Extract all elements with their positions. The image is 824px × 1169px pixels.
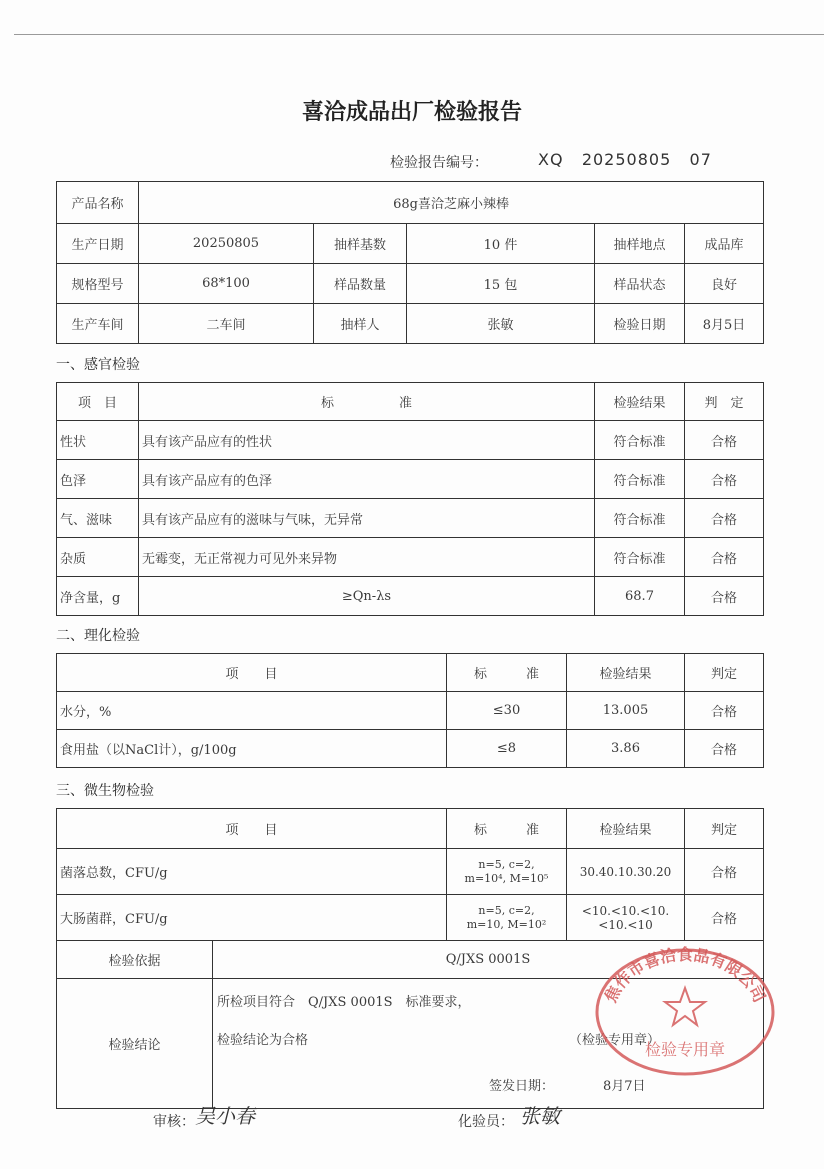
micro-header-result: 检验结果 — [567, 809, 685, 849]
micro-verdict: 合格 — [685, 895, 764, 941]
sensory-header-item: 项 目 — [57, 383, 139, 421]
sensory-verdict: 合格 — [685, 421, 764, 460]
info-table — [56, 181, 764, 344]
micro-header-standard: 标 准 — [447, 809, 567, 849]
stamp-note: （检验专用章） — [569, 1033, 661, 1048]
workshop-label: 生产车间 — [57, 304, 139, 344]
report-number-value: XQ 20250805 07 — [538, 150, 712, 169]
conclusion-label: 检验结论 — [57, 979, 213, 1109]
sensory-standard: 具有该产品应有的滋味与气味，无异常 — [139, 499, 595, 538]
table-row — [57, 730, 764, 768]
micro-item: 菌落总数，CFU/g — [57, 849, 447, 895]
physchem-verdict: 合格 — [685, 730, 764, 768]
micro-table — [56, 808, 764, 941]
sample-place-label: 抽样地点 — [595, 224, 685, 264]
sensory-result: 符合标准 — [595, 460, 685, 499]
sample-qty: 15 包 — [407, 264, 595, 304]
sensory-result: 符合标准 — [595, 421, 685, 460]
sensory-verdict: 合格 — [685, 499, 764, 538]
sample-state: 良好 — [685, 264, 764, 304]
prod-date-label: 生产日期 — [57, 224, 139, 264]
report-number — [390, 150, 712, 172]
issue-date: 8月7日 — [603, 1079, 646, 1094]
conclusion-line1: 所检项目符合 Q/JXS 0001S 标准要求， — [217, 995, 471, 1010]
basis-label: 检验依据 — [57, 941, 213, 979]
sensory-result: 68.7 — [595, 577, 685, 616]
prod-date: 20250805 — [139, 224, 314, 264]
micro-item: 大肠菌群，CFU/g — [57, 895, 447, 941]
inspect-date: 8月5日 — [685, 304, 764, 344]
sensory-item: 气、滋味 — [57, 499, 139, 538]
sample-base-label: 抽样基数 — [314, 224, 407, 264]
sensory-standard: 无霉变，无正常视力可见外来异物 — [139, 538, 595, 577]
micro-result: <10.<10.<10.<10.<10 — [567, 895, 685, 941]
physchem-header-item: 项 目 — [57, 654, 447, 692]
reviewer-signature: 吴小春 — [195, 1104, 255, 1128]
micro-header-item: 项 目 — [57, 809, 447, 849]
physchem-item: 食用盐（以NaCl计），g/100g — [57, 730, 447, 768]
sensory-standard: ≥Qn-λs — [139, 577, 595, 616]
sample-base: 10 件 — [407, 224, 595, 264]
micro-standard-line1: n=5, c=2, — [478, 903, 535, 917]
company-seal — [590, 930, 780, 1080]
micro-standard — [447, 895, 567, 941]
micro-standard-line1: n=5, c=2, — [478, 857, 535, 871]
sensory-result: 符合标准 — [595, 538, 685, 577]
sensory-item: 杂质 — [57, 538, 139, 577]
micro-standard — [447, 849, 567, 895]
conclusion-line2: 检验结论为合格 — [217, 1033, 309, 1048]
micro-standard-line2: m=10⁴, M=10⁵ — [464, 871, 549, 885]
spec: 68*100 — [139, 264, 314, 304]
physchem-result: 3.86 — [567, 730, 685, 768]
svg-text:焦作市喜洽食品有限公司 — [601, 945, 769, 1005]
product-name-label: 产品名称 — [57, 182, 139, 224]
physchem-result: 13.005 — [567, 692, 685, 730]
seal-top-text: 焦作市喜洽食品有限公司 — [600, 945, 770, 1006]
sample-place: 成品库 — [685, 224, 764, 264]
report-number-label: 检验报告编号： — [390, 155, 488, 171]
physchem-header-verdict: 判定 — [685, 654, 764, 692]
micro-header-verdict: 判定 — [685, 809, 764, 849]
table-row — [57, 849, 764, 895]
top-rule — [14, 34, 824, 35]
sensory-standard: 具有该产品应有的色泽 — [139, 460, 595, 499]
product-name: 68g喜洽芝麻小辣棒 — [139, 182, 764, 224]
physchem-table — [56, 653, 764, 768]
table-row — [57, 460, 764, 499]
physchem-standard: ≤8 — [447, 730, 567, 768]
sensory-header-standard: 标 准 — [139, 383, 595, 421]
table-row — [57, 499, 764, 538]
physchem-standard: ≤30 — [447, 692, 567, 730]
physchem-header-result: 检验结果 — [567, 654, 685, 692]
workshop: 二车间 — [139, 304, 314, 344]
basis-value: Q/JXS 0001S — [213, 941, 764, 979]
table-row — [57, 421, 764, 460]
sensory-item: 色泽 — [57, 460, 139, 499]
sensory-header-result: 检验结果 — [595, 383, 685, 421]
reviewer-label: 审核： — [153, 1114, 195, 1130]
table-row — [57, 538, 764, 577]
sensory-item: 净含量，g — [57, 577, 139, 616]
physchem-header-standard: 标 准 — [447, 654, 567, 692]
physchem-verdict: 合格 — [685, 692, 764, 730]
sensory-standard: 具有该产品应有的性状 — [139, 421, 595, 460]
sensory-verdict: 合格 — [685, 460, 764, 499]
sample-state-label: 样品状态 — [595, 264, 685, 304]
physchem-item: 水分，% — [57, 692, 447, 730]
sensory-result: 符合标准 — [595, 499, 685, 538]
micro-heading: 三、微生物检验 — [56, 783, 154, 799]
sensory-item: 性状 — [57, 421, 139, 460]
table-row — [57, 577, 764, 616]
sensory-table — [56, 382, 764, 616]
micro-verdict: 合格 — [685, 849, 764, 895]
inspect-date-label: 检验日期 — [595, 304, 685, 344]
sampler-label: 抽样人 — [314, 304, 407, 344]
inspector-signature: 张敏 — [520, 1104, 560, 1128]
sampler: 张敏 — [407, 304, 595, 344]
sensory-verdict: 合格 — [685, 577, 764, 616]
sensory-verdict: 合格 — [685, 538, 764, 577]
physchem-heading: 二、理化检验 — [56, 628, 140, 644]
table-row — [57, 692, 764, 730]
sample-qty-label: 样品数量 — [314, 264, 407, 304]
inspector-label: 化验员： — [458, 1114, 514, 1130]
spec-label: 规格型号 — [57, 264, 139, 304]
micro-standard-line2: m=10, M=10² — [466, 917, 547, 931]
seal-bottom-text: 检验专用章 — [644, 1040, 726, 1059]
sensory-header-verdict: 判 定 — [685, 383, 764, 421]
sensory-heading: 一、感官检验 — [56, 357, 140, 373]
issue-date-label: 签发日期： — [489, 1079, 555, 1094]
micro-result: 30.40.10.30.20 — [567, 849, 685, 895]
report-title: 喜洽成品出厂检验报告 — [301, 100, 522, 125]
